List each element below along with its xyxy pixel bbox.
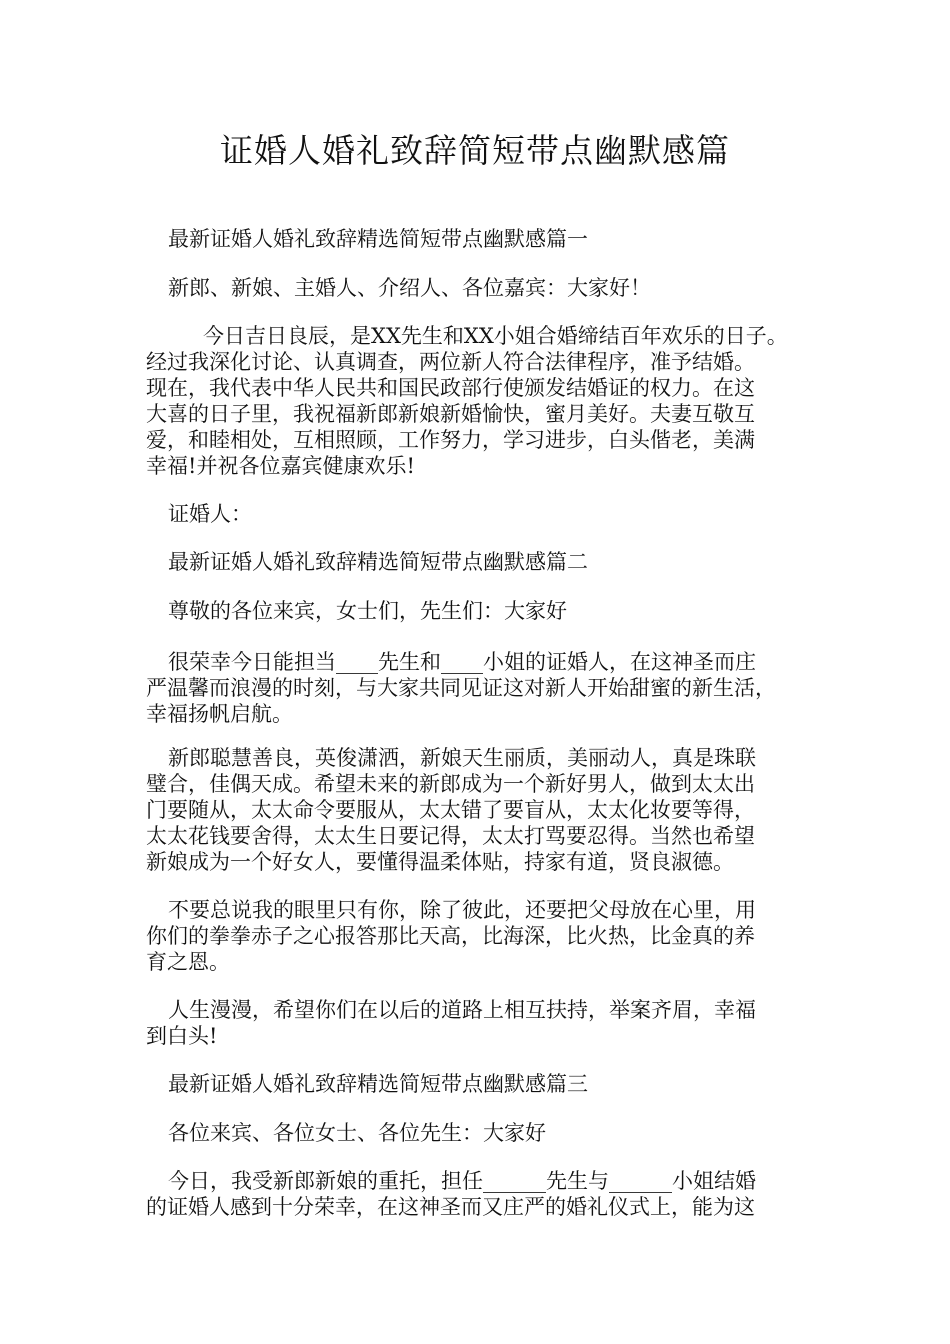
paragraph-line: 人生漫漫，希望你们在以后的道路上相互扶持，举案齐眉，幸福 bbox=[168, 998, 756, 1022]
paragraph-line: 的证婚人感到十分荣幸，在这神圣而又庄严的婚礼仪式上，能为这 bbox=[146, 1195, 755, 1219]
paragraph-line: 幸福扬帆启航。 bbox=[146, 702, 293, 726]
paragraph-line: 到白头! bbox=[146, 1024, 218, 1048]
paragraph-line: 现在，我代表中华人民共和国民政部行使颁发结婚证的权力。在这 bbox=[146, 376, 755, 400]
section-heading-2: 最新证婚人婚礼致辞精选简短带点幽默感篇二 bbox=[168, 550, 588, 574]
paragraph-line: 太太花钱要舍得，太太生日要记得，太太打骂要忍得。当然也希望 bbox=[146, 824, 755, 848]
paragraph-line: 严温馨而浪漫的时刻，与大家共同见证这对新人开始甜蜜的新生活， bbox=[146, 676, 776, 700]
signature-label: 证婚人： bbox=[168, 502, 252, 526]
paragraph-line: 不要总说我的眼里只有你，除了彼此，还要把父母放在心里，用 bbox=[168, 898, 756, 922]
paragraph-line: 幸福!并祝各位嘉宾健康欢乐! bbox=[146, 454, 415, 478]
paragraph-line: 新郎聪慧善良，英俊潇洒，新娘天生丽质，美丽动人，真是珠联 bbox=[168, 746, 756, 770]
paragraph-line: 育之恩。 bbox=[146, 950, 230, 974]
paragraph-line: 今日吉日良辰，是XX先生和XX小姐合婚缔结百年欢乐的日子。 bbox=[203, 324, 788, 348]
paragraph-line: 大喜的日子里，我祝福新郎新娘新婚愉快，蜜月美好。夫妻互敬互 bbox=[146, 402, 755, 426]
section-heading-3: 最新证婚人婚礼致辞精选简短带点幽默感篇三 bbox=[168, 1072, 588, 1096]
section-heading-1: 最新证婚人婚礼致辞精选简短带点幽默感篇一 bbox=[168, 227, 588, 251]
greeting-1: 新郎、新娘、主婚人、介绍人、各位嘉宾：大家好！ bbox=[168, 276, 651, 300]
paragraph-line: 璧合，佳偶天成。希望未来的新郎成为一个新好男人，做到太太出 bbox=[146, 772, 755, 796]
paragraph-line: 今日，我受新郎新娘的重托，担任______先生与______小姐结婚 bbox=[168, 1169, 756, 1193]
greeting-2: 尊敬的各位来宾，女士们，先生们：大家好 bbox=[168, 599, 567, 623]
paragraph-line: 爱，和睦相处，互相照顾，工作努力，学习进步，白头偕老，美满 bbox=[146, 428, 755, 452]
paragraph-line: 经过我深化讨论、认真调查，两位新人符合法律程序，准予结婚。 bbox=[146, 350, 755, 374]
document-title: 证婚人婚礼致辞简短带点幽默感篇 bbox=[220, 131, 730, 170]
greeting-3: 各位来宾、各位女士、各位先生：大家好 bbox=[168, 1121, 546, 1145]
paragraph-line: 门要随从，太太命令要服从，太太错了要盲从，太太化妆要等得， bbox=[146, 798, 755, 822]
paragraph-line: 你们的拳拳赤子之心报答那比天高，比海深，比火热，比金真的养 bbox=[146, 924, 755, 948]
paragraph-line: 新娘成为一个好女人，要懂得温柔体贴，持家有道，贤良淑德。 bbox=[146, 850, 734, 874]
paragraph-line: 很荣幸今日能担当____先生和____小姐的证婚人，在这神圣而庄 bbox=[168, 650, 756, 674]
